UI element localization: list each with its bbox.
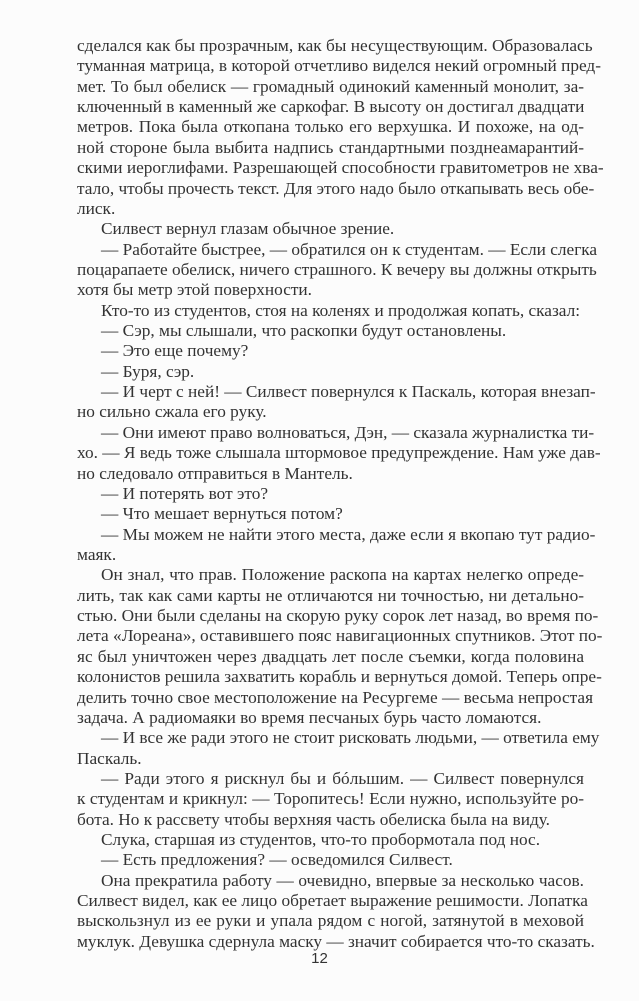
paragraph xyxy=(77,524,596,566)
text-line: к студентам и крикнул: — Торопитесь! Если нужно, используйте ро- xyxy=(77,789,584,809)
text-line: лета «Лореана», оставившего пояс навигационных спутников. Этот по- xyxy=(77,626,603,646)
text-line: но следовало отправиться в Мантель. xyxy=(77,463,353,483)
text-line: лить, так как сами карты не отличаются ни точностью, ни детально- xyxy=(77,585,584,605)
paragraph xyxy=(77,422,601,484)
text-line: хотя бы метр этой поверхности. xyxy=(77,280,313,300)
text-line: Силвест вернул глазам обычное зрение. xyxy=(101,219,395,239)
text-line: стью. Они были сделаны на скорую руку сорок лет назад, во время по- xyxy=(77,606,599,626)
paragraph xyxy=(77,484,584,504)
paragraph xyxy=(77,870,595,952)
text-line: Он знал, что прав. Положение раскопа на картах нелегко опреде- xyxy=(101,565,584,585)
text-line: — И все же ради этого не стоит рисковать людьми, — ответила ему xyxy=(101,728,600,748)
paragraph xyxy=(77,565,603,728)
text-line: Она прекратила работу — очевидно, впервые за несколько часов. xyxy=(101,870,584,890)
body-text xyxy=(77,36,604,952)
text-line: — Работайте быстрее, — обратился он к студентам. — Если слегка xyxy=(101,239,598,259)
paragraph xyxy=(77,219,584,239)
text-line: Слука, старшая из студентов, что-то пробормотала под нос. xyxy=(101,830,541,850)
paragraph xyxy=(77,382,596,423)
text-line: Паскаль. xyxy=(77,748,142,768)
paragraph xyxy=(77,341,584,361)
text-line: выскользнул из ее руки и упала рядом с ногой, затянутой в меховой xyxy=(77,911,584,931)
paragraph xyxy=(77,769,584,830)
paragraph xyxy=(77,504,584,524)
text-line: — Буря, сэр. xyxy=(101,361,195,381)
text-line: мет. То был обелиск — громадный одинокий каменный монолит, за- xyxy=(77,76,584,96)
text-line: — Сэр, мы слышали, что раскопки будут остановлены. xyxy=(101,321,507,341)
text-line: задача. А радиомаяки во время песчаных бурь часто ломаются. xyxy=(77,707,542,727)
text-line: Силвест видел, как ее лицо обретает выражение решимости. Лопатка xyxy=(77,891,588,911)
text-line: — И потерять вот это? xyxy=(101,483,269,503)
page-number: 12 xyxy=(311,950,328,967)
paragraph xyxy=(77,728,600,769)
text-line: скими иероглифами. Разрешающей способности гравитометров не хва- xyxy=(77,158,604,178)
text-line: метров. Пока была откопана только его верхушка. И похоже, на од- xyxy=(77,117,584,137)
text-line: лиск. xyxy=(77,198,116,218)
text-line: яс был уничтожен через двадцать лет после съемки, когда половина xyxy=(77,646,584,666)
text-line: маяк. xyxy=(77,544,117,564)
text-line: поцарапаете обелиск, ничего страшного. К вечеру вы должны открыть xyxy=(77,259,597,279)
paragraph xyxy=(77,362,584,382)
text-line: муклук. Девушка сдернула маску — значит собирается что-то сказать. xyxy=(77,931,595,951)
paragraph xyxy=(77,850,584,870)
paragraph xyxy=(77,36,604,219)
paragraph xyxy=(77,239,598,301)
text-line: ключенный в каменный же саркофаг. В высоту он достигал двадцати xyxy=(77,97,585,117)
text-line: бота. Но к рассвету чтобы верхняя часть обелиска была на виду. xyxy=(77,809,550,829)
paragraph xyxy=(77,301,584,321)
text-line: — Есть предложения? — осведомился Силвест. xyxy=(101,850,453,870)
paragraph xyxy=(77,830,584,850)
text-line: Кто-то из студентов, стоя на коленях и продолжая копать, сказал: xyxy=(101,300,581,320)
text-line: туманная матрица, в которой отчетливо виделся некий огромный пред- xyxy=(77,56,601,76)
text-line: — Они имеют право волноваться, Дэн, — сказала журналистка ти- xyxy=(101,422,595,442)
paragraph xyxy=(77,321,584,341)
text-line: сделался как бы прозрачным, как бы несуществующим. Образовалась xyxy=(77,36,593,55)
text-line: тало, чтобы прочесть текст. Для этого надо было откапывать весь обе- xyxy=(77,178,595,198)
text-line: — И черт с ней! — Силвест повернулся к Паскаль, которая внезап- xyxy=(101,382,596,402)
text-line: ной стороне была выбита надпись стандартными позднеамарантий- xyxy=(77,137,584,157)
text-line: делить точно свое местоположение на Ресургеме — весьма непростая xyxy=(77,687,594,707)
text-line: — Что мешает вернуться потом? xyxy=(101,504,343,524)
text-line: — Это еще почему? xyxy=(101,341,249,361)
text-line: но сильно сжала его руку. xyxy=(77,402,267,422)
text-line: хо. — Я ведь тоже слышала штормовое предупреждение. Нам уже дав- xyxy=(77,443,601,463)
text-line: — Мы можем не найти этого места, даже если я вкопаю тут радио- xyxy=(101,524,596,544)
text-line: колонистов решила захватить корабль и вернуться домой. Теперь опре- xyxy=(77,667,602,687)
text-line: — Ради этого я рискнул бы и бóльшим. — Силвест повернулся xyxy=(101,768,584,788)
